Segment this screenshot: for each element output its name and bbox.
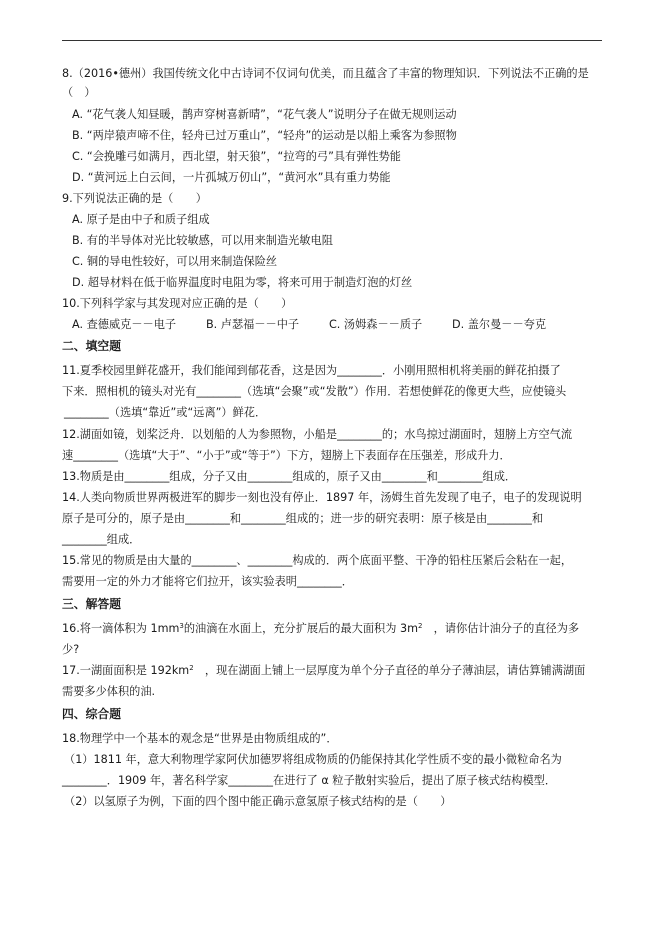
section-comprehensive-heading: 四、综合题 — [62, 707, 121, 721]
q9-option-d: D. 超导材料在低于临界温度时电阻为零，将来可用于制造灯泡的灯丝 — [72, 276, 413, 289]
section-answer-heading: 三、解答题 — [62, 597, 121, 611]
q17-line1 — [62, 664, 585, 678]
q12-line2: 速________（选填“大于”、“小于”或“等于”）下方，翅膀上下表面存在压强差，形成升力． — [62, 449, 511, 462]
q8-option-b: B. “两岸猿声啼不住，轻舟已过万重山”，“轻舟”的运动是以船上乘客为参照物 — [72, 129, 457, 142]
q16-text-mid: 的油滴在水面上，充分扩展后的最大面积为 3m — [183, 622, 418, 635]
q18-sub1-line1: （1）1811 年，意大利物理学家阿伏加德罗将组成物质的仍能保持其化学性质不变的最小微粒命名为 — [64, 753, 562, 766]
q8-option-c: C. “会挽雕弓如满月，西北望，射天狼”，“拉弯的弓”具有弹性势能 — [72, 150, 401, 163]
q16-line1 — [62, 622, 579, 636]
q18-stem: 18.物理学中一个基本的观念是“世界是由物质组成的”． — [62, 732, 338, 745]
q10-option-d: D. 盖尔曼－－夸克 — [452, 318, 547, 331]
q16-sup-2: 2 — [418, 622, 423, 630]
q14-line1: 14.人类向物质世界两极进军的脚步一刻也没有停止．1897 年，汤姆生首先发现了电子，电子的发现说明 — [62, 491, 582, 504]
q14-line2: 原子是可分的，原子是由________和________组成的；进一步的研究表明：原子核是由________和 — [62, 512, 544, 525]
q16-text-pre: 16.将一滴体积为 1mm — [62, 622, 180, 635]
q10-option-a: A. 查德威克－－电子 — [72, 318, 177, 331]
q9-option-c: C. 铜的导电性较好，可以用来制造保险丝 — [72, 255, 278, 268]
section-fill-in-heading: 二、填空题 — [62, 339, 121, 353]
q16-text-post: ，请你估计油分子的直径为多 — [422, 622, 580, 635]
q17-sup-2: 2 — [189, 664, 194, 672]
q18-sub2: （2）以氢原子为例，下面的四个图中能正确示意氢原子核式结构的是（ ） — [64, 795, 452, 808]
header-rule — [62, 40, 602, 41]
q17-line2: 需要多少体积的油. — [62, 685, 156, 698]
q8-option-a: A. “花气袭人知昼暖，鹊声穿树喜新晴”，“花气袭人”说明分子在做无规则运动 — [72, 108, 457, 121]
q17-text-post: ，现在湖面上铺上一层厚度为单个分子直径的单分子薄油层，请估算铺满湖面 — [193, 664, 586, 677]
q11-line2: 下来．照相机的镜头对光有________（选填“会聚”或“发散”）作用．若想使鲜花的像更大些，应使镜头 — [62, 385, 567, 398]
q15-line1: 15.常见的物质是由大量的________、________构成的．两个底面平整、干净的铅柱压紧后会粘在一起， — [62, 554, 573, 567]
q13-line1: 13.物质是由________组成，分子又由________组成的，原子又由________和________组成． — [62, 470, 517, 483]
q10-option-b: B. 卢瑟福－－中子 — [206, 318, 300, 331]
q15-line2: 需要用一定的外力才能将它们拉开，该实验表明________． — [62, 575, 353, 588]
q14-line3: ________组成． — [62, 533, 141, 546]
q16-line2: 少? — [62, 643, 80, 656]
q9-option-b: B. 有的半导体对光比较敏感，可以用来制造光敏电阻 — [72, 234, 333, 247]
q8-stem-line1: 8.（2016•德州）我国传统文化中古诗词不仅词句优美，而且蕴含了丰富的物理知识．下列说法不正确的是 — [62, 67, 589, 80]
q17-text-pre: 17.一湖面面积是 192km — [62, 664, 190, 677]
q10-option-c: C. 汤姆森－－质子 — [329, 318, 423, 331]
q8-option-d: D. “黄河远上白云间，一片孤城万仞山”，“黄河水”具有重力势能 — [72, 171, 391, 184]
q8-stem-line2: （ ） — [62, 86, 96, 99]
q16-sup-3: 3 — [179, 622, 184, 630]
q12-line1: 12.湖面如镜，划桨泛舟．以划船的人为参照物，小船是________的；水鸟掠过湖面时，翅膀上方空气流 — [62, 428, 573, 441]
q10-stem: 10.下列科学家与其发现对应正确的是（ ） — [62, 297, 293, 310]
q18-sub1-line2: ________．1909 年，著名科学家________在进行了 α 粒子散射实验后，提出了原子核式结构模型． — [62, 774, 557, 787]
q9-stem: 9.下列说法正确的是（ ） — [62, 192, 207, 205]
q9-option-a: A. 原子是由中子和质子组成 — [72, 213, 210, 226]
q11-line1: 11.夏季校园里鲜花盛开，我们能闻到郁花香，这是因为________．小刚用照相机将美丽的鲜花拍摄了 — [62, 364, 561, 377]
q11-line3: ________（选填“靠近”或“远离”）鲜花． — [64, 406, 267, 419]
